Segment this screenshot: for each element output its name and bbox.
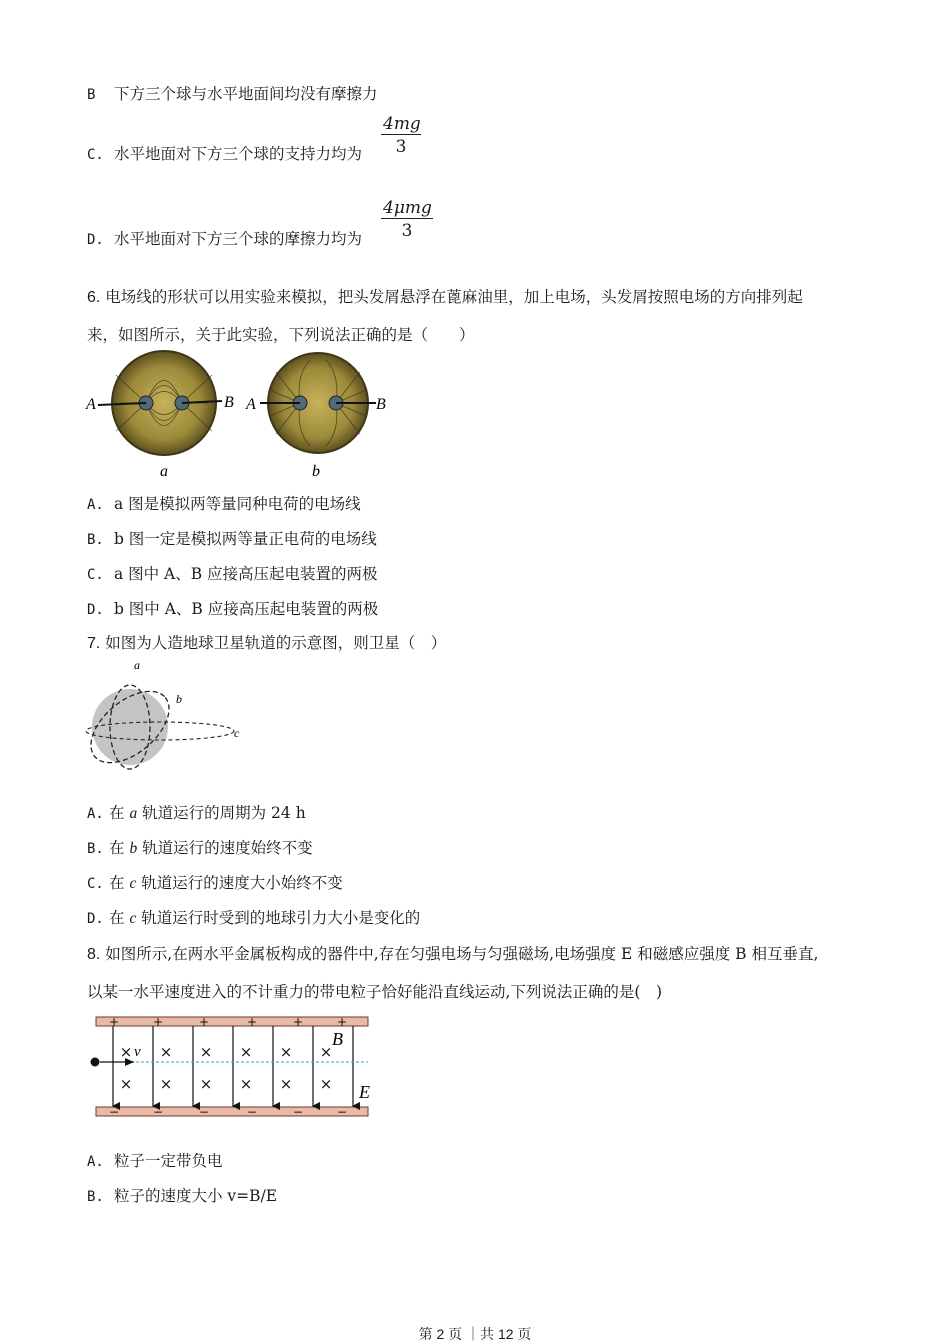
q7-option-a: [87, 801, 306, 823]
svg-text:+: +: [198, 1015, 210, 1029]
q8-option-b: [87, 1184, 277, 1206]
option-letter: D.: [87, 602, 104, 618]
option-text: 粒子一定带负电: [113, 1152, 223, 1170]
q5-option-c: [87, 142, 362, 164]
page-footer: 第 2 页 ｜共 12 页: [418, 1326, 532, 1342]
option-letter: C.: [87, 876, 104, 892]
option-variable: a: [129, 805, 138, 822]
option-letter: B.: [87, 841, 104, 857]
option-text-pre: 在: [109, 839, 130, 857]
earth-circle: [92, 689, 168, 765]
dish-a-image: [98, 351, 222, 455]
question-number: 7.: [87, 635, 101, 652]
option-text: a 图中 A、B 应接高压起电装置的两极: [113, 565, 378, 583]
option-letter: B: [87, 87, 96, 103]
option-text-post: 轨道运行的周期为 24 h: [137, 804, 306, 822]
q7-stem: [87, 631, 446, 653]
orbit-c-label: c: [234, 726, 240, 740]
orbit-b-label: b: [176, 692, 182, 706]
magnetic-field-crosses: [120, 1043, 333, 1093]
option-text-pre: 在: [109, 874, 130, 892]
orbit-a-label: a: [134, 658, 140, 672]
option-variable: b: [129, 840, 138, 857]
svg-text:×: ×: [119, 1075, 133, 1093]
svg-text:−: −: [292, 1105, 304, 1119]
option-letter: A.: [87, 1154, 104, 1170]
option-letter: A.: [87, 806, 104, 822]
q7-option-b: [87, 836, 313, 858]
fraction-denominator: 3: [401, 221, 413, 241]
q8-option-a: [87, 1149, 222, 1171]
q6-hair-field-figure: [80, 350, 400, 486]
svg-text:×: ×: [159, 1043, 173, 1061]
charged-particle: [91, 1058, 100, 1067]
svg-text:−: −: [336, 1105, 348, 1119]
q8-velocity-selector-figure: [86, 1012, 386, 1124]
option-letter: A.: [87, 497, 104, 513]
option-text: 粒子的速度大小 v=B/E: [113, 1187, 278, 1205]
svg-text:×: ×: [279, 1075, 293, 1093]
option-text-post: 轨道运行的速度大小始终不变: [136, 874, 343, 892]
svg-text:×: ×: [319, 1043, 333, 1061]
q8-stem-line1: [87, 942, 818, 964]
caption-a: a: [160, 463, 168, 480]
svg-text:+: +: [108, 1015, 120, 1029]
q5-option-d: [87, 227, 362, 249]
q7-option-d: [87, 906, 420, 928]
label-b-left: B: [224, 394, 234, 411]
option-letter: C.: [87, 567, 104, 583]
q6-option-a: [87, 492, 361, 514]
fraction-numerator: 4mg: [383, 114, 421, 134]
label-e: E: [359, 1082, 370, 1102]
option-text-pre: 在: [109, 909, 130, 927]
fraction-numerator: 4μmg: [383, 198, 432, 218]
fraction-4umg-over-3: [381, 198, 433, 241]
svg-text:×: ×: [199, 1043, 213, 1061]
q6-option-d: [87, 597, 378, 619]
label-a-right: A: [246, 396, 256, 413]
option-letter: D.: [87, 911, 104, 927]
label-v: v: [134, 1044, 141, 1060]
svg-text:+: +: [336, 1015, 348, 1029]
q6-option-b: [87, 527, 377, 549]
svg-text:×: ×: [119, 1043, 133, 1061]
svg-text:×: ×: [279, 1043, 293, 1061]
option-letter: D.: [87, 232, 104, 248]
option-letter: B.: [87, 1189, 104, 1205]
label-b: B: [332, 1029, 343, 1049]
svg-text:+: +: [246, 1015, 258, 1029]
option-text: b 图中 A、B 应接高压起电装置的两极: [113, 600, 379, 618]
dish-b-image: [260, 353, 376, 453]
question-text: 如图为人造地球卫星轨道的示意图，则卫星（ ）: [105, 634, 447, 652]
question-number: 8.: [87, 946, 101, 963]
q5-option-b: [87, 82, 377, 104]
option-text: 下方三个球与水平地面间均没有摩擦力: [113, 85, 378, 103]
svg-text:×: ×: [199, 1075, 213, 1093]
option-letter: C.: [87, 147, 104, 163]
q7-satellite-orbit-figure: [82, 655, 252, 780]
option-text: a 图是模拟两等量同种电荷的电场线: [113, 495, 361, 513]
caption-b: b: [312, 463, 320, 480]
fraction-4mg-over-3: [381, 114, 421, 157]
q6-option-c: [87, 562, 378, 584]
question-text: 如图所示,在两水平金属板构成的器件中,存在匀强电场与匀强磁场,电场强度 E 和磁感应强度 B 相互垂直,: [105, 945, 819, 963]
option-text-post: 轨道运行时受到的地球引力大小是变化的: [136, 909, 421, 927]
svg-text:−: −: [246, 1105, 258, 1119]
q6-stem-line1: [87, 285, 803, 307]
svg-text:+: +: [292, 1015, 304, 1029]
label-a-left: A: [86, 396, 96, 413]
svg-text:−: −: [108, 1105, 120, 1119]
question-number: 6.: [87, 289, 101, 306]
option-text-pre: 在: [109, 804, 130, 822]
option-text-post: 轨道运行的速度始终不变: [137, 839, 313, 857]
q7-option-c: [87, 871, 343, 893]
svg-text:−: −: [198, 1105, 210, 1119]
svg-text:×: ×: [159, 1075, 173, 1093]
svg-text:×: ×: [319, 1075, 333, 1093]
q6-stem-line2: 来，如图所示，关于此实验，下列说法正确的是（ ）: [87, 326, 475, 344]
svg-text:+: +: [152, 1015, 164, 1029]
top-plate: [96, 1017, 368, 1026]
svg-text:×: ×: [239, 1043, 253, 1061]
label-b-right: B: [376, 396, 386, 413]
option-text: 水平地面对下方三个球的摩擦力均为: [113, 230, 362, 248]
option-text: 水平地面对下方三个球的支持力均为: [113, 145, 362, 163]
option-variable: c: [129, 875, 137, 892]
option-text: b 图一定是模拟两等量正电荷的电场线: [113, 530, 377, 548]
option-variable: c: [129, 910, 137, 927]
plate-signs: [109, 1015, 347, 1119]
field-lines-e: [113, 1026, 353, 1106]
fraction-denominator: 3: [395, 137, 407, 157]
bottom-plate: [96, 1107, 368, 1116]
svg-text:×: ×: [239, 1075, 253, 1093]
option-letter: B.: [87, 532, 104, 548]
question-text: 电场线的形状可以用实验来模拟，把头发屑悬浮在蓖麻油里，加上电场，头发屑按照电场的方向排列起: [105, 288, 803, 306]
svg-text:−: −: [152, 1105, 164, 1119]
q8-stem-line2: 以某一水平速度进入的不计重力的带电粒子恰好能沿直线运动,下列说法正确的是( ): [87, 983, 663, 1001]
